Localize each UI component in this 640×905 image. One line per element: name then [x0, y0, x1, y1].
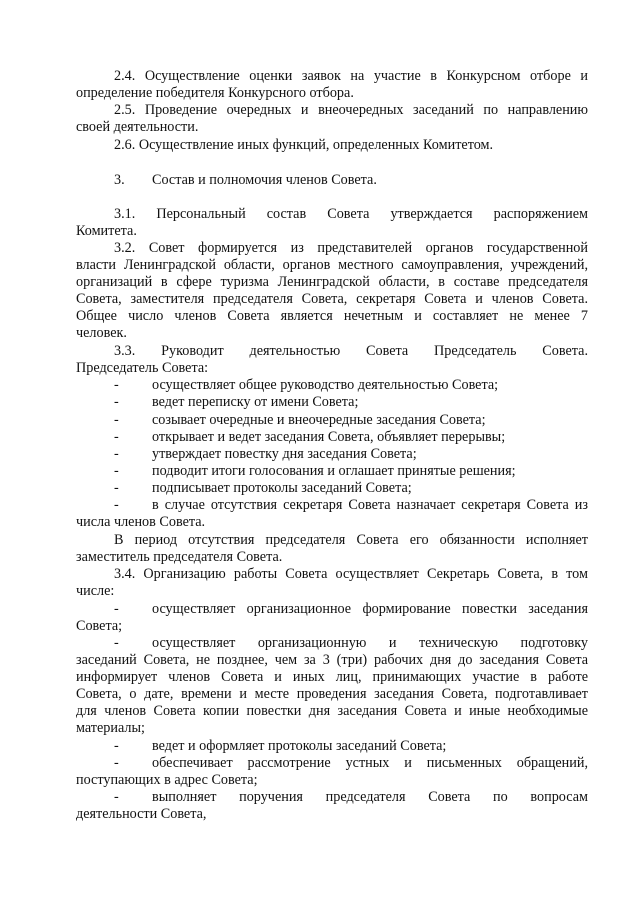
- list-item-continuation: материалы;: [76, 720, 145, 736]
- list-dash: -: [114, 755, 119, 771]
- paragraph-3-1-line-2: Комитета.: [76, 223, 137, 239]
- list-item-continuation: информирует членов Совета и иных лиц, принимающих участие в работе: [76, 669, 588, 685]
- list-item: ведет и оформляет протоколы заседаний Совета;: [152, 738, 447, 754]
- list-dash: -: [114, 480, 119, 496]
- list-dash: -: [114, 497, 119, 513]
- list-dash: -: [114, 738, 119, 754]
- list-item-continuation: Совета;: [76, 618, 123, 634]
- list-item-continuation: заседаний Совета, не позднее, чем за 3 (три) рабочих дня до заседания Совета: [76, 652, 588, 668]
- paragraph-2-5-line-2: своей деятельности.: [76, 119, 199, 135]
- list-item-continuation: поступающих в адрес Совета;: [76, 772, 258, 788]
- paragraph-3-2-line-1: 3.2. Совет формируется из представителей органов государственной: [114, 240, 588, 256]
- paragraph-2-5-line-1: 2.5. Проведение очередных и внеочередных заседаний по направлению: [114, 102, 588, 118]
- list-item-continuation: Совета, о дате, времени и месте проведения заседания Совета, подготавливает: [76, 686, 588, 702]
- list-item: в случае отсутствия секретаря Совета назначает секретаря Совета из: [152, 497, 588, 513]
- paragraph-3-2-line-4: Совета, заместителя председателя Совета, секретаря Совета и членов Совета.: [76, 291, 588, 307]
- paragraph-3-3-line-2: Председатель Совета:: [76, 360, 209, 376]
- list-dash: -: [114, 635, 119, 651]
- list-item: ведет переписку от имени Совета;: [152, 394, 359, 410]
- paragraph-deputy-line-2: заместитель председателя Совета.: [76, 549, 283, 565]
- paragraph-3-4-line-2: числе:: [76, 583, 115, 599]
- paragraph-3-3-line-1: 3.3. Руководит деятельностью Совета Председатель Совета.: [114, 343, 588, 359]
- paragraph-3-2-line-2: власти Ленинградской области, органов местного самоуправления, учреждений,: [76, 257, 588, 273]
- list-dash: -: [114, 446, 119, 462]
- paragraph-3-2-line-3: организаций в сфере туризма Ленинградской области, в составе председателя: [76, 274, 588, 290]
- list-item: осуществляет организационное формирование повестки заседания: [152, 601, 588, 617]
- list-item-continuation: числа членов Совета.: [76, 514, 206, 530]
- list-item: осуществляет организационную и техническую подготовку: [152, 635, 588, 651]
- paragraph-3-2-line-6: человек.: [76, 325, 127, 341]
- paragraph-3-2-line-5: Общее число членов Совета является нечетным и составляет не менее 7: [76, 308, 588, 324]
- section-3-number: 3.: [114, 172, 125, 188]
- list-item: подводит итоги голосования и оглашает принятые решения;: [152, 463, 516, 479]
- list-item-continuation: для членов Совета копии повестки дня заседания Совета и иные необходимые: [76, 703, 588, 719]
- section-3-title: Состав и полномочия членов Совета.: [152, 172, 377, 188]
- list-dash: -: [114, 377, 119, 393]
- list-item: обеспечивает рассмотрение устных и письменных обращений,: [152, 755, 588, 771]
- list-item: созывает очередные и внеочередные заседания Совета;: [152, 412, 486, 428]
- paragraph-3-4-line-1: 3.4. Организацию работы Совета осуществляет Секретарь Совета, в том: [114, 566, 588, 582]
- list-dash: -: [114, 601, 119, 617]
- list-dash: -: [114, 463, 119, 479]
- paragraph-2-6: 2.6. Осуществление иных функций, определенных Комитетом.: [114, 137, 494, 153]
- list-item: открывает и ведет заседания Совета, объявляет перерывы;: [152, 429, 506, 445]
- list-item: подписывает протоколы заседаний Совета;: [152, 480, 412, 496]
- list-item: осуществляет общее руководство деятельностью Совета;: [152, 377, 499, 393]
- list-dash: -: [114, 412, 119, 428]
- list-item: выполняет поручения председателя Совета по вопросам: [152, 789, 588, 805]
- list-item-continuation: деятельности Совета,: [76, 806, 207, 822]
- list-dash: -: [114, 394, 119, 410]
- paragraph-3-1-line-1: 3.1. Персональный состав Совета утверждается распоряжением: [114, 206, 588, 222]
- paragraph-2-4-line-1: 2.4. Осуществление оценки заявок на участие в Конкурсном отборе и: [114, 68, 588, 84]
- paragraph-deputy-line-1: В период отсутствия председателя Совета его обязанности исполняет: [114, 532, 588, 548]
- list-item: утверждает повестку дня заседания Совета;: [152, 446, 417, 462]
- list-dash: -: [114, 429, 119, 445]
- paragraph-2-4-line-2: определение победителя Конкурсного отбора.: [76, 85, 354, 101]
- list-dash: -: [114, 789, 119, 805]
